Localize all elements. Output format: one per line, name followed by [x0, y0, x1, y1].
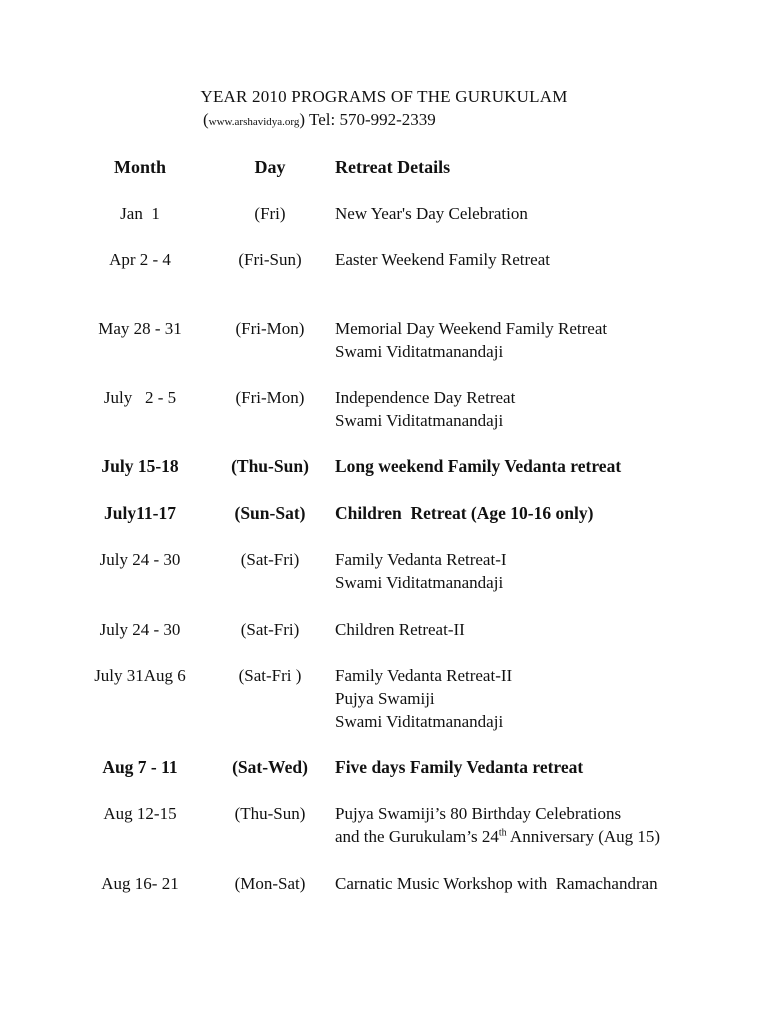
row-day: (Sat-Fri)	[240, 620, 300, 639]
row-month: Aug 7 - 11	[102, 757, 178, 777]
detail-line: Swami Viditatmanandaji	[335, 342, 504, 361]
row-day: (Sat-Fri )	[238, 666, 302, 685]
row-month: Aug 12-15	[103, 804, 177, 823]
row-day: (Sat-Fri)	[240, 550, 300, 569]
detail-line: Pujya Swamiji	[335, 689, 435, 708]
column-header-month: Month	[113, 157, 166, 177]
row-day: (Fri)	[254, 204, 286, 223]
row-month: Jan 1	[120, 204, 160, 223]
row-details	[335, 872, 755, 895]
row-day: (Fri-Mon)	[235, 319, 305, 338]
column-header-day: Day	[254, 157, 286, 177]
detail-line: Family Vedanta Retreat-II	[335, 666, 513, 685]
detail-text: Anniversary (Aug 15)	[506, 827, 661, 846]
row-details	[335, 618, 755, 641]
row-details	[335, 756, 755, 779]
row-day: (Thu-Sun)	[231, 456, 309, 476]
open-paren: (	[203, 110, 209, 129]
row-day: (Sat-Wed)	[232, 757, 308, 777]
row-details	[335, 317, 755, 363]
detail-line	[335, 825, 755, 848]
row-day: (Sun-Sat)	[234, 503, 306, 523]
row-details	[335, 386, 755, 432]
detail-line: Five days Family Vedanta retreat	[335, 757, 584, 777]
row-month: July 24 - 30	[99, 550, 181, 569]
detail-line: Pujya Swamiji’s 80 Birthday Celebrations	[335, 804, 622, 823]
row-day: (Mon-Sat)	[234, 874, 306, 893]
row-details	[335, 502, 755, 525]
detail-line: Children Retreat-II	[335, 620, 465, 639]
row-details	[335, 664, 755, 733]
detail-line: Easter Weekend Family Retreat	[335, 250, 550, 269]
row-month: July11-17	[104, 503, 176, 523]
row-details	[335, 248, 755, 271]
detail-line: New Year's Day Celebration	[335, 204, 528, 223]
row-month: July 15-18	[101, 456, 179, 476]
detail-line: Swami Viditatmanandaji	[335, 712, 504, 731]
detail-text: and the Gurukulam’s 24	[335, 827, 499, 846]
row-day: (Thu-Sun)	[234, 804, 306, 823]
detail-line: Independence Day Retreat	[335, 388, 516, 407]
row-month: May 28 - 31	[98, 319, 182, 338]
detail-line: Children Retreat (Age 10-16 only)	[335, 503, 594, 523]
row-month: July 31Aug 6	[94, 666, 186, 685]
ordinal-suffix: th	[498, 827, 507, 839]
detail-line: Family Vedanta Retreat-I	[335, 550, 507, 569]
row-month: Apr 2 - 4	[109, 250, 171, 269]
row-month: July 2 - 5	[103, 388, 177, 407]
row-details	[335, 202, 755, 225]
row-month: Aug 16- 21	[101, 874, 179, 893]
row-month: July 24 - 30	[99, 620, 181, 639]
detail-line: Memorial Day Weekend Family Retreat	[335, 319, 608, 338]
detail-line: Swami Viditatmanandaji	[335, 573, 504, 592]
website-link[interactable]: www.arshavidya.org	[208, 116, 300, 128]
row-details	[335, 455, 755, 478]
row-day: (Fri-Sun)	[238, 250, 302, 269]
row-details	[335, 802, 755, 848]
column-header-details: Retreat Details	[335, 157, 451, 177]
detail-line: Long weekend Family Vedanta retreat	[335, 456, 622, 476]
document-title: YEAR 2010 PROGRAMS OF THE GURUKULAM	[200, 87, 568, 106]
detail-line: Swami Viditatmanandaji	[335, 411, 504, 430]
document-subtitle	[203, 110, 436, 130]
row-day: (Fri-Mon)	[235, 388, 305, 407]
row-details	[335, 548, 755, 594]
telephone-text: ) Tel: 570-992-2339	[299, 110, 436, 129]
detail-line: Carnatic Music Workshop with Ramachandran	[335, 874, 658, 893]
